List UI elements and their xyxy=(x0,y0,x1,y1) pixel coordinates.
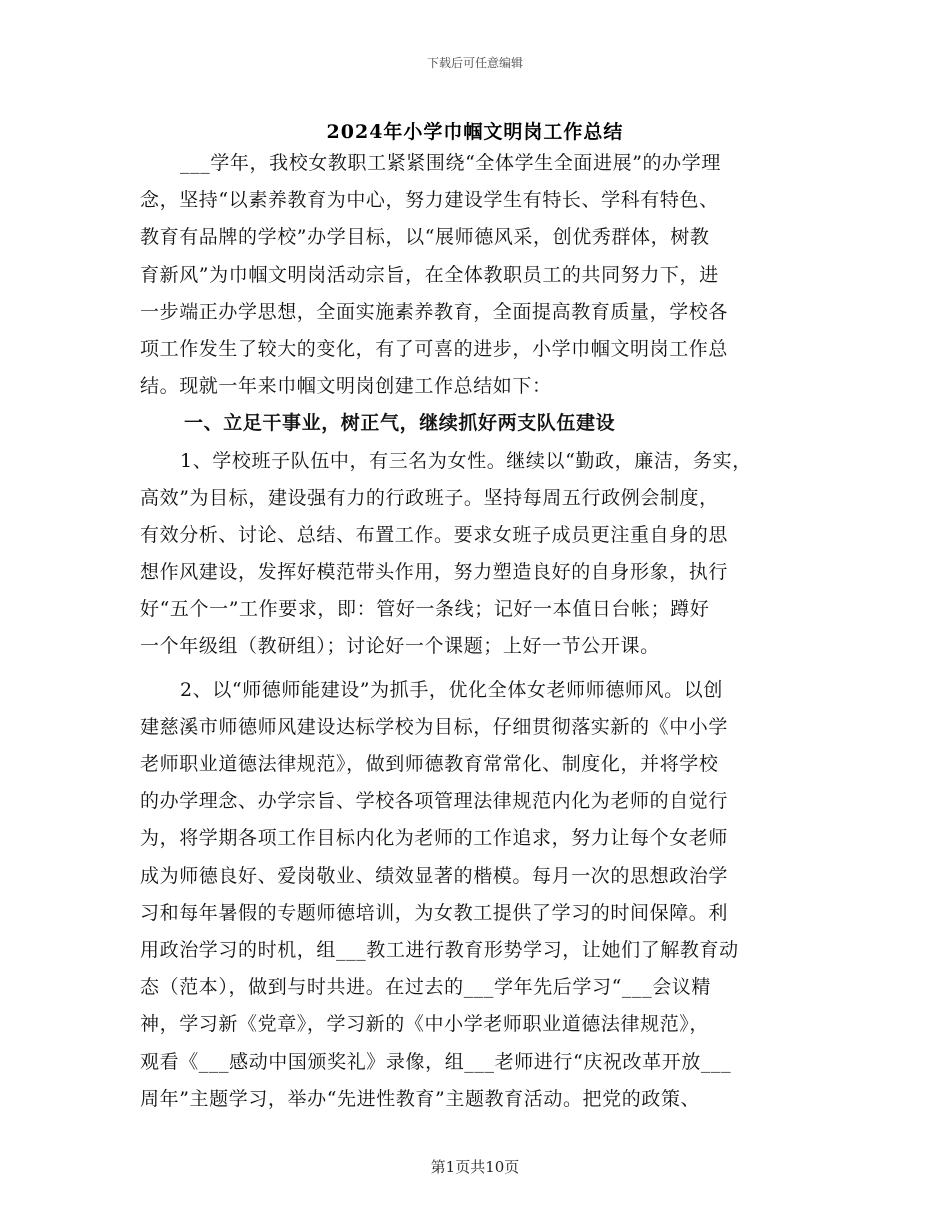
body-line: 教育有品牌的学校”办学目标，以“展师德风采，创优秀群体，树教 xyxy=(140,226,710,249)
body-line: 一个年级组（教研组）；讨论好一个课题；上好一节公开课。 xyxy=(140,635,660,658)
body-line: 观看《___感动中国颁奖礼》录像，组___老师进行“庆祝改革开放___ xyxy=(140,1050,732,1073)
body-line: 成为师德良好、爱岗敬业、绩效显著的楷模。每月一次的思想政治学 xyxy=(140,864,729,887)
body-line: 1、学校班子队伍中，有三名为女性。继续以“勤政，廉洁，务实， xyxy=(180,449,752,472)
body-line: 有效分析、讨论、总结、布置工作。要求女班子成员更注重自身的思 xyxy=(140,523,729,546)
document-title: 2024年小学巾帼文明岗工作总结 xyxy=(326,121,624,143)
body-line: 好“五个一”工作要求，即：管好一条线；记好一本值日台帐；蹲好 xyxy=(140,598,710,621)
body-line: ___学年，我校女教职工紧紧围绕“全体学生全面进展”的办学理 xyxy=(180,152,721,174)
body-line: 用政治学习的时机，组___教工进行教育形势学习，让她们了解教育动 xyxy=(140,938,739,961)
document-body xyxy=(140,145,812,1118)
body-line: 想作风建设，发挥好模范带头作用，努力塑造良好的自身形象，执行 xyxy=(140,561,729,584)
body-line: 一步端正办学思想，全面实施素养教育，全面提高教育质量，学校各 xyxy=(140,300,729,323)
body-line: 2、以“师德师能建设”为抓手，优化全体女老师师德师风。以创 xyxy=(180,678,723,701)
body-line: 老师职业道德法律规范》，做到师德教育常常化、制度化，并将学校 xyxy=(140,753,719,775)
body-line: 高效”为目标，建设强有力的行政班子。坚持每周五行政例会制度， xyxy=(140,486,719,509)
body-line: 念，坚持“以素养教育为中心，努力建设学生有特长、学科有特色、 xyxy=(140,189,719,212)
body-line: 的办学理念、办学宗旨、学校各项管理法律规范内化为老师的自觉行 xyxy=(140,790,729,813)
body-line: 习和每年暑假的专题师德培训，为女教工提供了学习的时间保障。利 xyxy=(140,901,729,924)
page-number: 第1页共10页 xyxy=(430,1158,520,1176)
body-line: 周年”主题学习，举办“先进性教育”主题教育活动。把党的政策、 xyxy=(140,1087,701,1110)
body-line: 为，将学期各项工作目标内化为老师的工作追求，努力让每个女老师 xyxy=(140,827,729,850)
page-header-note: 下载后可任意编辑 xyxy=(426,56,523,70)
section-heading: 一、立足干事业，树正气，继续抓好两支队伍建设 xyxy=(184,412,616,435)
body-line: 态（范本），做到与时共进。在过去的___学年先后学习“___会议精 xyxy=(140,976,712,999)
body-line: 项工作发生了较大的变化，有了可喜的进步，小学巾帼文明岗工作总 xyxy=(140,337,729,360)
body-line: 育新风”为巾帼文明岗活动宗旨，在全体教职员工的共同努力下，进 xyxy=(140,263,719,286)
body-line: 建慈溪市师德师风建设达标学校为目标，仔细贯彻落实新的《中小学 xyxy=(140,715,729,738)
body-line: 结。现就一年来巾帼文明岗创建工作总结如下： xyxy=(140,375,552,398)
body-line: 神，学习新《党章》，学习新的《中小学老师职业道德法律规范》， xyxy=(140,1013,710,1036)
